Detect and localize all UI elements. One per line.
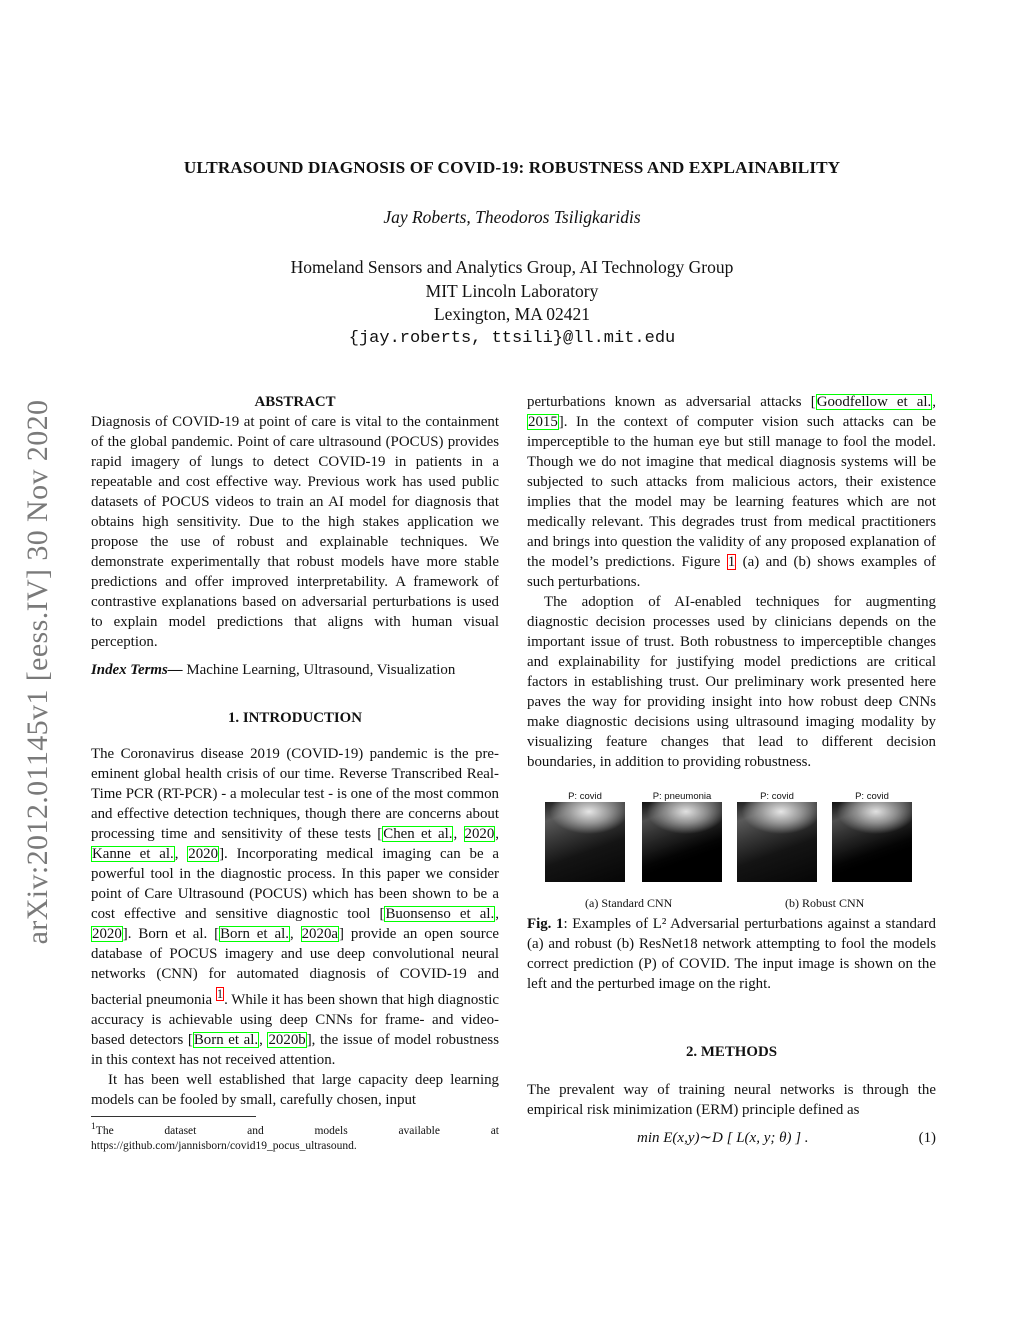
index-terms [91, 660, 499, 680]
citation-chen[interactable]: Chen et al. [383, 826, 453, 842]
right-paragraph-1: perturbations known as adversarial attacks [Goodfellow et al., 2015]. In the context of computer vision such attacks can be imperceptible to the human eye but still manage to fool the model. Though we do not imagine that medical diagnosis systems will be subjected to such attacks from malicious actors, their existence implies that the model may be learning features which are not medically relevant. This degrades trust from medical practitioners and brings into question the validity of any proposed explanation of the model’s predictions. Figure 1 (a) and (b) shows examples of such perturbations. [527, 394, 936, 590]
author-emails[interactable]: {jay.roberts, ttsili}@ll.mit.edu [348, 328, 676, 348]
citation-kanne-year[interactable]: 2020 [188, 846, 219, 862]
ultrasound-perturbed-standard [642, 802, 722, 882]
citation-born-b-year[interactable]: 2020b [268, 1031, 306, 1048]
citation-chen-year[interactable]: 2020 [464, 826, 495, 842]
index-terms-text: Machine Learning, Ultrasound, Visualization [182, 662, 456, 678]
intro-heading: 1. INTRODUCTION [227, 710, 363, 726]
ultrasound-input-standard [545, 802, 625, 882]
methods-heading: 2. METHODS [685, 1044, 777, 1060]
figure-ref[interactable]: 1 [727, 554, 736, 570]
footnote-ref[interactable]: 1 [216, 987, 224, 1001]
footnote-rule [91, 1116, 256, 1117]
citation-kanne[interactable]: Kanne et al. [92, 846, 174, 862]
equation-expression: min E(x,y)∼D [ L(x, y; θ) ] . [637, 1130, 809, 1146]
affiliation-location: Lexington, MA 02421 [433, 304, 591, 324]
methods-text: The prevalent way of training neural networks is through the empirical risk minimization (ERM) principle defined as [527, 1082, 936, 1118]
paper-title: ULTRASOUND DIAGNOSIS OF COVID-19: ROBUSTNESS AND EXPLAINABILITY [183, 158, 841, 177]
index-terms-label: Index Terms— [91, 662, 183, 678]
citation-goodfellow[interactable]: Goodfellow et al. [816, 394, 932, 410]
prediction-label: P: pneumonia [652, 791, 712, 802]
ultrasound-perturbed-robust [832, 802, 912, 882]
affiliation-group: Homeland Sensors and Analytics Group, AI Technology Group [290, 257, 734, 277]
affiliation-lab: MIT Lincoln Laboratory [425, 280, 599, 301]
prediction-label: P: covid [568, 791, 602, 802]
abstract-heading: ABSTRACT [254, 394, 336, 410]
citation-goodfellow-year[interactable]: 2015 [528, 414, 558, 430]
citation-buonsenso[interactable]: Buonsenso et al. [385, 906, 495, 922]
footnote [91, 1119, 499, 1154]
equation-number: (1) [918, 1130, 936, 1146]
prediction-label: P: covid [760, 791, 794, 802]
citation-buonsenso-year[interactable]: 2020 [92, 926, 122, 942]
left-column [91, 392, 499, 1154]
footnote-url[interactable]: https://github.com/jannisborn/covid19_pocus_ultrasound. [91, 1139, 357, 1152]
intro-paragraph-1: The Coronavirus disease 2019 (COVID-19) pandemic is the pre-eminent global health crisis of our time. Reverse Transcribed Real-Time PCR (RT-PCR) - a molecular test - is one of the most common and effective detection techniques, though there are concerns about processing time and sensitivity of these tests [Chen et al., 2020, Kanne et al., 2020]. Incorporating medical imaging can be a powerful tool in the diagnostic process. In this paper we consider point of Care Ultrasound (POCUS) which has been shown to be a cost effective and sensitive diagnostic tool [Buonsenso et al., 2020]. Born et al. [Born et al., 2020a] provide an open source database of POCUS imagery and use deep convolutional neural networks (CNN) for automated diagnosis of COVID-19 and bacterial pneumonia $^1$. While it has been shown that high diagnostic accuracy is achievable using deep CNNs for frame- and video-based detectors [Born et al., 2020b], the issue of model robustness in this context has not received attention. [91, 746, 500, 1068]
intro-paragraph-2: It has been well established that large capacity deep learning models can be fooled by small, carefully chosen, input [91, 1071, 499, 1108]
ultrasound-input-robust [737, 802, 817, 882]
footnote-line-1: $^1$The dataset and models available at [91, 1120, 499, 1137]
right-column [527, 392, 936, 1154]
citation-born-a-year[interactable]: 2020a [301, 926, 338, 942]
right-paragraph-2: The adoption of AI-enabled techniques for augmenting diagnostic decision processes used by clinicians depends on the important issue of trust. Both robustness to imperceptible changes and explainability for justifying model predictions are critical factors in establishing trust. Our preliminary work presented here paves the way for providing insight into how robust deep CNNs make diagnostic decisions using ultrasound imaging modality by visualizing feature changes that lead to different decision boundaries, in addition to providing robustness. [527, 594, 936, 770]
subcaption-robust: (b) Robust CNN [785, 896, 865, 910]
affiliation [0, 256, 1024, 350]
figure-caption: Fig. 1: Examples of L² Adversarial perturbations against a standard (a) and robust (b) ResNet18 network attempting to fool the models correct prediction (P) of COVID. The input image is shown on the left and the perturbed image on the right. [527, 916, 936, 992]
authors: Jay Roberts, Theodoros Tsiligkaridis [383, 207, 641, 227]
abstract-text: Diagnosis of COVID-19 at point of care is vital to the containment of the global pandemic. Point of care ultrasound (POCUS) provides rapid imagery of lungs to detect COVID-19 in patients in a repeatable and cost effective way. Previous work has used public datasets of POCUS videos to train an AI model for diagnosis that obtains high sensitivity. Due to the high stakes application we propose the use of robust and explainable techniques. We demonstrate experimentally that robust models have more stable predictions and offer improved interpretability. A framework of contrastive explanations based on adversarial perturbations is used to explain model predictions that aligns with human visual perception. [91, 414, 499, 650]
footnote-mark: 1 [91, 1120, 96, 1132]
citation-born-b[interactable]: Born et al. [193, 1031, 259, 1048]
prediction-label: P: covid [855, 791, 889, 802]
citation-born-a[interactable]: Born et al. [220, 926, 289, 942]
subcaption-standard: (a) Standard CNN [585, 896, 673, 910]
figure-caption-label: Fig. 1 [527, 916, 564, 932]
arxiv-identifier: arXiv:2012.01145v1 [eess.IV] 30 Nov 2020 [21, 399, 54, 945]
figure-1 [527, 790, 936, 914]
equation-1 [527, 1126, 936, 1154]
